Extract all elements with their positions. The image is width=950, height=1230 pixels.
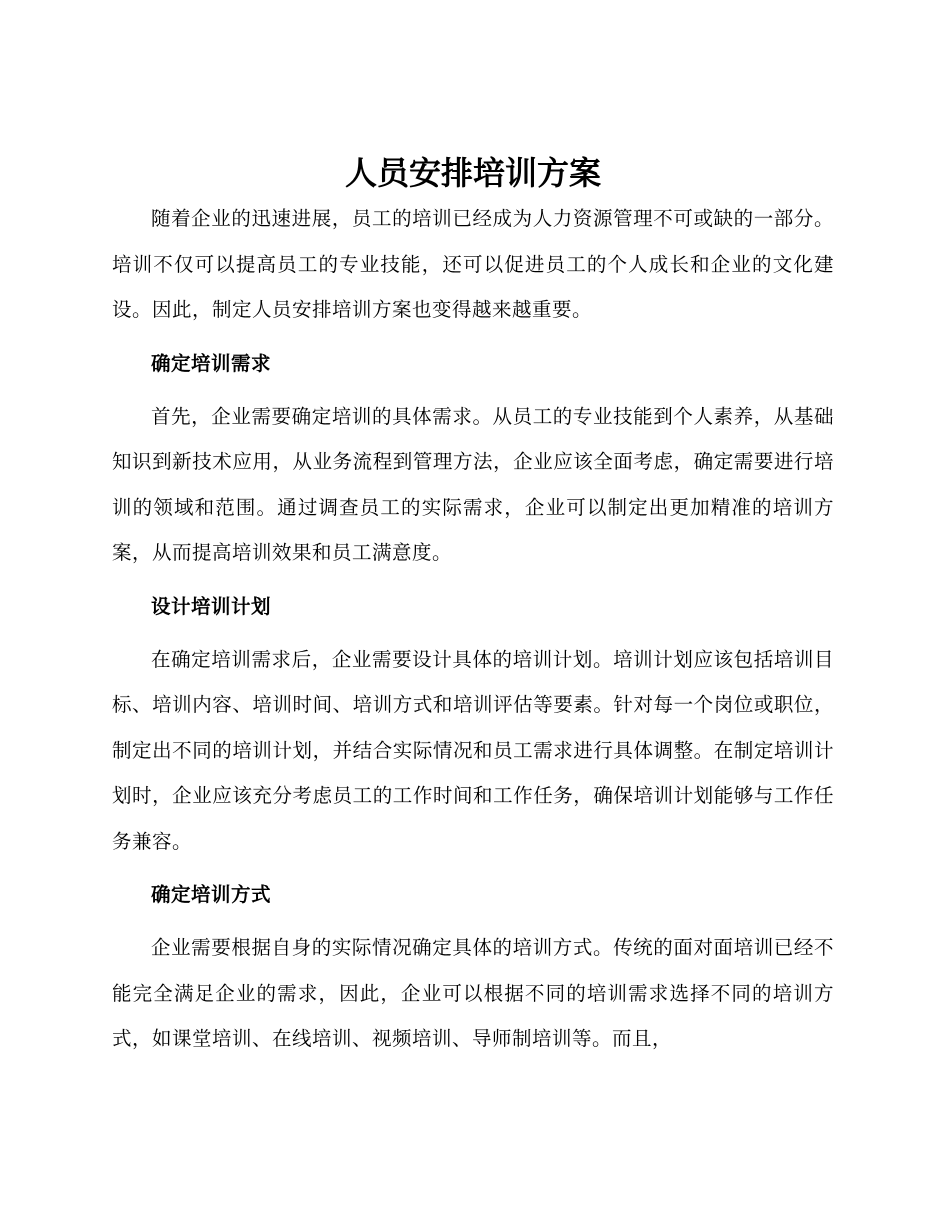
- section-heading-training-plan: 设计培训计划: [151, 594, 272, 618]
- section-heading-training-method: 确定培训方式: [151, 883, 272, 906]
- document-page: [112, 150, 834, 1062]
- intro-paragraph: 随着企业的迅速进展，员工的培训已经成为人力资源管理不可或缺的一部分。培训不仅可以提高员工的专业技能，还可以促进员工的个人成长和企业的文化建设。因此，制定人员安排培训方案也变得越来越重要。: [112, 207, 834, 321]
- section-heading-training-needs: 确定培训需求: [151, 351, 272, 375]
- document-title: 人员安排培训方案: [344, 154, 601, 192]
- section-body-training-needs: 首先，企业需要确定培训的具体需求。从员工的专业技能到个人素养，从基础知识到新技术应用，从业务流程到管理方法，企业应该全面考虑，确定需要进行培训的领域和范围。通过调查员工的实际需求，企业可以制定出更加精准的培训方案，从而提高培训效果和员工满意度。: [112, 404, 834, 564]
- section-body-training-method: 企业需要根据自身的实际情况确定具体的培训方式。传统的面对面培训已经不能完全满足企业的需求，因此，企业可以根据不同的培训需求选择不同的培训方式，如课堂培训、在线培训、视频培训、导师制培训等。而且，: [112, 936, 834, 1050]
- section-body-training-plan: 在确定培训需求后，企业需要设计具体的培训计划。培训计划应该包括培训目标、培训内容、培训时间、培训方式和培训评估等要素。针对每一个岗位或职位，制定出不同的培训计划，并结合实际情况和员工需求进行具体调整。在制定培训计划时，企业应该充分考虑员工的工作时间和工作任务，确保培训计划能够与工作任务兼容。: [112, 647, 834, 853]
